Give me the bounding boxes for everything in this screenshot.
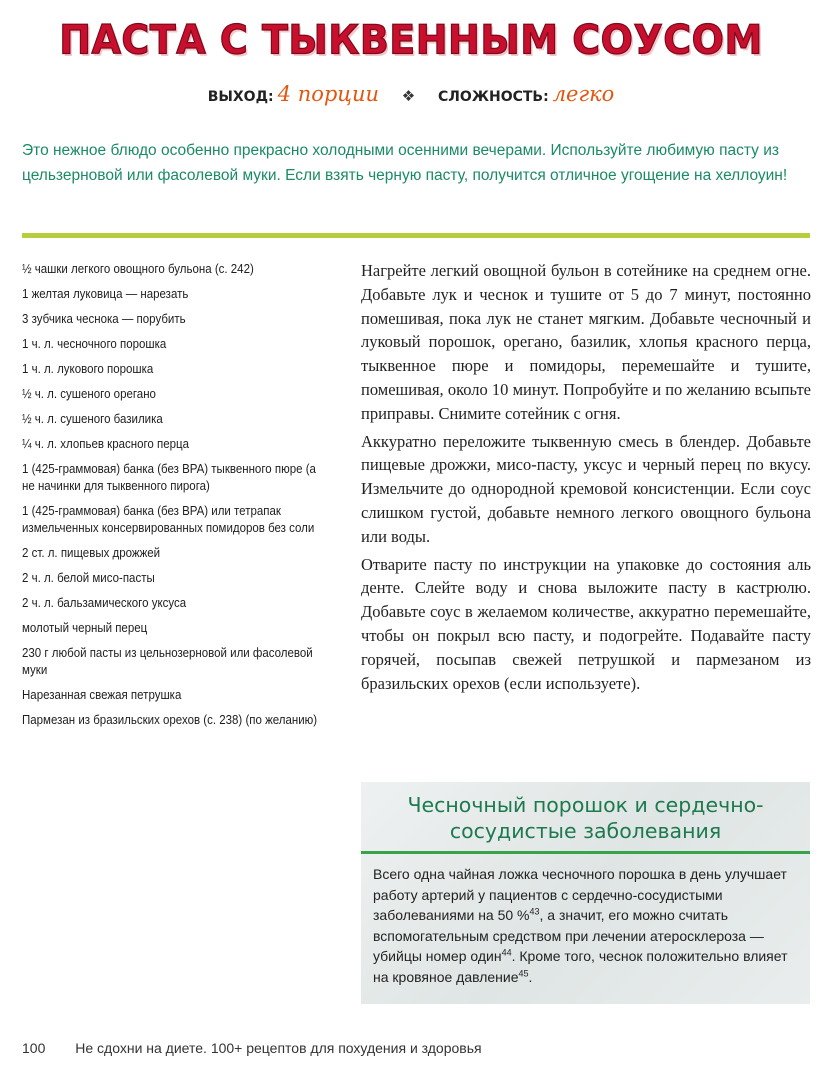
sidebar-text-part: Всего одна чайная ложка чесночного порошка в день улучшает работу артерий у пациентов с сердечно-сосудистыми заболеваниями на 50 % [373,866,787,923]
sidebar-text-part: , а значит, его можно считать вспомогательным средством при лечении атеросклероза — убийцы номер один [373,907,764,964]
sidebar-text-part: . Кроме того, чеснок положительно влияет на кровяное давление [373,948,788,985]
ingredient-item: 1 желтая луковица — нарезать [22,287,189,301]
info-sidebar [361,782,810,1004]
sidebar-text [361,854,810,987]
ingredient-item: 3 зубчика чеснока — порубить [22,312,186,326]
method-steps [361,259,811,699]
method-paragraph: Отварите пасту по инструкции на упаковке до состояния аль денте. Слейте воду и снова выложите пасту в кастрюлю. Добавьте соус в желаемом количестве, аккуратно перемешайте, чтобы он покрыл всю пасту, и подогрейте. Подавайте пасту горячей, посыпав свежей петрушкой и пармезаном из бразильских орехов (если используете). [361,554,811,693]
ingredient-item: ¼ ч. л. хлопьев красного перца [22,437,190,451]
recipe-title: ПАСТА С ТЫКВЕННЫМ СОУСОМ [59,16,763,64]
difficulty-value: легко [552,82,615,106]
ingredient-item: Нарезанная свежая петрушка [22,688,182,702]
ingredient-item: ½ ч. л. сушеного базилика [22,412,163,426]
ingredient-item: 2 ч. л. бальзамического уксуса [22,596,187,610]
sidebar-text-part: . [528,968,533,985]
yield-value: 4 порции [277,82,380,106]
page-number: 100 [22,1040,46,1056]
recipe-intro: Это нежное блюдо особенно прекрасно холодными осенними вечерами. Используйте любимую пасту из цельзерновой или фасолевой муки. Если взять черную пасту, получится отличное угощение на хеллоуин! [22,142,788,184]
ingredient-item: Пармезан из бразильских орехов (с. 238) (по желанию) [22,713,318,727]
ingredient-item: 1 ч. л. лукового порошка [22,362,154,376]
ingredient-item: 2 ч. л. белой мисо-пасты [22,571,155,585]
ingredient-list [22,261,322,737]
method-paragraph: Аккуратно переложите тыквенную смесь в блендер. Добавьте пищевые дрожжи, мисо-пасту, уксус и черный перец по вкусу. Измельчите до однородной кремовой консистенции. Если соус слишком густой, добавьте немного легкого овощного бульона или воды. [361,431,811,546]
footnote-ref: 44 [501,947,512,958]
ingredient-item: 230 г любой пасты из цельнозерновой или фасолевой муки [22,646,313,677]
sidebar-title: Чесночный порошок и сердечно-сосудистые заболевания [361,782,810,854]
ingredient-item: ½ ч. л. сушеного орегано [22,387,156,401]
diamond-separator-icon: ❖ [401,87,416,105]
ingredient-item: 2 ст. л. пищевых дрожжей [22,546,161,560]
ingredient-item: ½ чашки легкого овощного бульона (с. 242) [22,262,254,276]
ingredient-item: 1 (425-граммовая) банка (без BPA) или тетрапак измельченных консервированных помидоров без соли [22,504,315,535]
ingredient-item: молотый черный перец [22,621,148,635]
ingredient-item: 1 (425-граммовая) банка (без BPA) тыквенного пюре (а не начинки для тыквенного пирога) [22,462,316,493]
difficulty-label: СЛОЖНОСТЬ: [438,89,549,105]
section-divider [22,233,810,238]
yield-label: ВЫХОД: [207,89,274,105]
method-paragraph: Нагрейте легкий овощной бульон в сотейнике на среднем огне. Добавьте лук и чеснок и тушите от 5 до 7 минут, постоянно помешивая, пока лук не станет мягким. Добавьте чесночный и луковый порошок, орегано, базилик, хлопья красного перца, тыквенное пюре и помидоры, перемешайте и тушите, помешивая, около 10 минут. Попробуйте и по желанию всыпьте приправы. Снимите сотейник с огня. [361,261,811,423]
book-title: Не сдохни на диете. 100+ рецептов для похудения и здоровья [75,1040,482,1056]
ingredient-item: 1 ч. л. чесночного порошка [22,337,167,351]
recipe-meta [0,82,822,106]
page-footer [22,1040,802,1056]
footnote-ref: 45 [518,967,529,978]
footnote-ref: 43 [529,906,540,917]
